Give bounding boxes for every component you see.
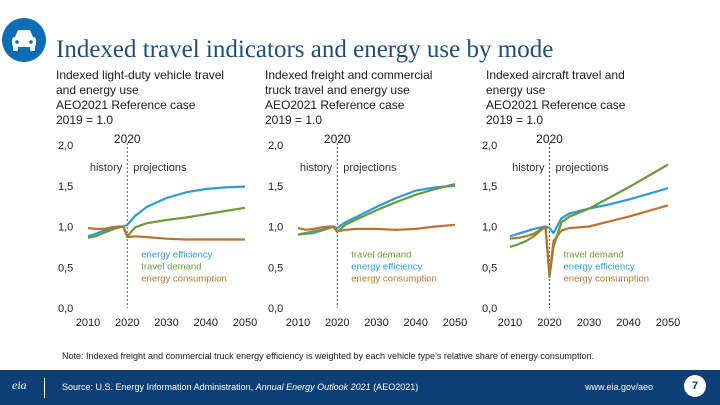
y-tick-label: 1,5: [58, 180, 74, 193]
x-tick-label: 2020: [115, 317, 140, 329]
panel-1-title-line: Indexed light-duty vehicle travel: [56, 68, 225, 82]
x-tick-label: 2020: [325, 317, 350, 329]
y-tick-label: 2,0: [58, 140, 74, 152]
source-prefix: Source: U.S. Energy Information Administration,: [62, 382, 256, 392]
x-tick-label: 2010: [285, 317, 311, 329]
x-tick-label: 2050: [442, 317, 468, 329]
projections-label: projections: [555, 162, 609, 174]
x-tick-label: 2010: [75, 317, 101, 329]
y-tick-label: 1,5: [482, 180, 498, 193]
y-tick-label: 1,0: [268, 221, 284, 234]
marker-2020-label: 2020: [536, 132, 563, 146]
x-tick-label: 2030: [576, 317, 602, 329]
projections-label: projections: [133, 162, 187, 174]
panel-1-title-line: 2019 = 1.0: [56, 113, 114, 127]
source-citation: [62, 382, 418, 392]
website-link[interactable]: www.eia.gov/aeo: [585, 382, 654, 392]
x-tick-label: 2030: [364, 317, 389, 329]
legend-label-energy-efficiency: energy efficiency: [563, 261, 635, 273]
panel-3-title-line: 2019 = 1.0: [486, 113, 544, 127]
page-number: 7: [684, 375, 706, 397]
legend-label-energy-consumption: energy consumption: [141, 273, 227, 285]
legend-label-travel-demand: travel demand: [351, 249, 412, 261]
footer-divider: [44, 378, 45, 398]
x-tick-label: 2010: [497, 317, 523, 329]
slide-title: Indexed travel indicators and energy use by mode: [56, 36, 554, 63]
marker-2020-label: 2020: [113, 132, 141, 146]
y-tick-label: 2,0: [268, 140, 284, 152]
source-title: Annual Energy Outlook 2021: [255, 382, 371, 392]
footer-bar: [0, 370, 720, 405]
y-tick-label: 1,5: [268, 180, 284, 193]
history-label: history: [89, 162, 123, 174]
chart-note: Note: Indexed freight and commercial truck energy efficiency is weighted by each vehicle type’s relative share of energy consumption.: [62, 351, 594, 361]
legend-label-travel-demand: travel demand: [141, 261, 202, 273]
legend-label-energy-efficiency: energy efficiency: [141, 249, 213, 261]
y-tick-label: 1,0: [58, 221, 74, 234]
source-suffix: (AEO2021): [370, 382, 419, 392]
legend-label-energy-consumption: energy consumption: [563, 273, 650, 285]
panel-2-title-line: Indexed freight and commercial: [265, 68, 433, 82]
x-tick-label: 2040: [403, 317, 428, 329]
y-tick-label: 2,0: [482, 140, 498, 152]
y-tick-label: 1,0: [482, 221, 498, 234]
series-line-travel-demand: [88, 208, 245, 238]
legend-label-travel-demand: travel demand: [563, 249, 624, 261]
eia-logo: eia: [12, 378, 27, 392]
y-tick-label: 0,5: [58, 262, 74, 275]
panel-3-title-line: energy use: [486, 83, 546, 97]
panel-1-title-line: AEO2021 Reference case: [56, 98, 196, 112]
panel-1-title-line: and energy use: [56, 83, 139, 97]
y-tick-label: 0,5: [268, 262, 284, 275]
y-tick-label: 0,0: [482, 303, 498, 315]
projections-label: projections: [343, 162, 397, 174]
panel-3-title-line: AEO2021 Reference case: [486, 98, 626, 112]
x-tick-label: 2040: [616, 317, 641, 329]
panel-2-title-line: AEO2021 Reference case: [265, 98, 405, 112]
panel-2-title-line: truck travel and energy use: [265, 83, 410, 97]
y-tick-label: 0,0: [268, 303, 284, 315]
x-tick-label: 2040: [193, 317, 218, 329]
panel-2-title-line: 2019 = 1.0: [265, 113, 323, 127]
x-tick-label: 2030: [154, 317, 179, 329]
x-tick-label: 2050: [232, 317, 258, 329]
legend-label-energy-efficiency: energy efficiency: [351, 261, 423, 273]
history-label: history: [512, 162, 545, 174]
history-label: history: [299, 162, 333, 174]
y-tick-label: 0,0: [58, 303, 74, 315]
x-tick-label: 2020: [537, 317, 562, 329]
legend-label-energy-consumption: energy consumption: [351, 273, 437, 285]
x-tick-label: 2050: [655, 317, 681, 329]
panel-3-title-line: Indexed aircraft travel and: [486, 68, 625, 82]
y-tick-label: 0,5: [482, 262, 498, 275]
marker-2020-label: 2020: [323, 132, 351, 146]
